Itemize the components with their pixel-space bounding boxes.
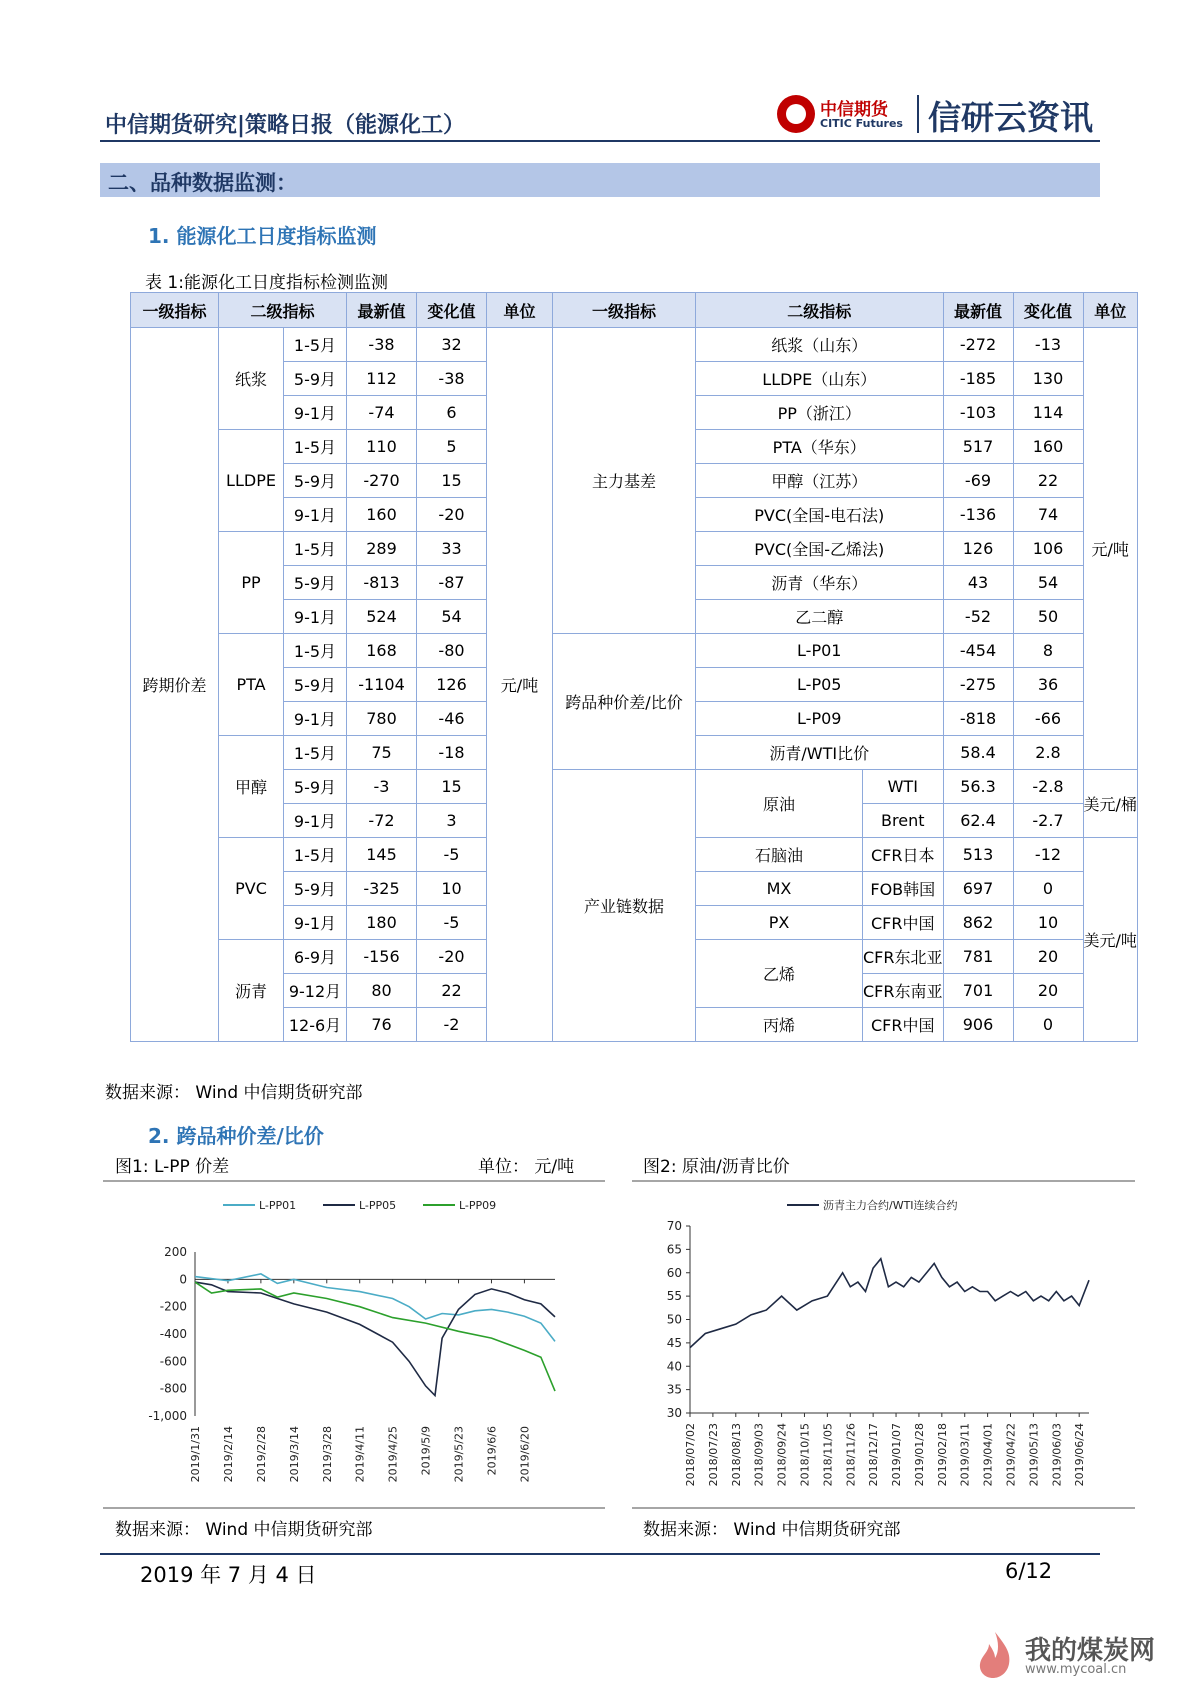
y-tick-label: 30 xyxy=(666,1406,682,1420)
spread-latest: -74 xyxy=(347,396,417,430)
spread-latest: 145 xyxy=(347,838,417,872)
bitumen-wti-ratio-chart xyxy=(632,1190,1135,1500)
y-tick-label: 60 xyxy=(666,1265,682,1280)
spread-change: 32 xyxy=(417,328,487,362)
spread-latest: 780 xyxy=(347,702,417,736)
cross-latest: 58.4 xyxy=(943,736,1013,770)
spread-change: 3 xyxy=(417,804,487,838)
chain-market: FOB韩国 xyxy=(863,872,944,906)
spread-period: 9-12月 xyxy=(284,974,347,1008)
cross-latest: -454 xyxy=(943,634,1013,668)
y-tick-label: 55 xyxy=(666,1289,682,1304)
x-tick-label: 2018/08/13 xyxy=(729,1423,743,1487)
spread-period: 1-5月 xyxy=(284,328,347,362)
table-header-cell: 变化值 xyxy=(1013,293,1083,328)
table-row xyxy=(131,634,1138,668)
spread-period: 5-9月 xyxy=(284,464,347,498)
y-tick-label: 50 xyxy=(666,1312,682,1327)
basis-name: 纸浆（山东） xyxy=(696,328,944,362)
x-tick-label: 2019/06/24 xyxy=(1073,1423,1087,1487)
watermark-text: 我的煤炭网 xyxy=(1025,1636,1156,1666)
citic-logo-icon xyxy=(777,95,815,133)
x-tick-label: 2019/05/13 xyxy=(1027,1423,1041,1487)
basis-change: 50 xyxy=(1013,600,1083,634)
x-tick-label: 2018/07/23 xyxy=(706,1423,720,1487)
fig1-caption: 图1: L-PP 价差 xyxy=(115,1157,230,1177)
basis-latest: -52 xyxy=(943,600,1013,634)
table-source: 数据来源： Wind 中信期货研究部 xyxy=(105,1083,363,1103)
spread-period: 6-9月 xyxy=(284,940,347,974)
spread-latest: -813 xyxy=(347,566,417,600)
basis-name: 沥青（华东） xyxy=(696,566,944,600)
basis-name: LLDPE（山东） xyxy=(696,362,944,396)
x-tick-label: 2019/04/22 xyxy=(1004,1423,1018,1487)
chain-change: 10 xyxy=(1013,906,1083,940)
crude-name: WTI xyxy=(863,770,944,804)
table-header-row xyxy=(131,293,1138,328)
spread-latest: 168 xyxy=(347,634,417,668)
basis-latest: -272 xyxy=(943,328,1013,362)
ethylene-latest: 701 xyxy=(943,974,1013,1008)
x-tick-label: 2019/4/11 xyxy=(353,1426,367,1483)
table-row xyxy=(131,328,1138,362)
fig1-bottom-rule xyxy=(103,1507,605,1509)
spread-change: -5 xyxy=(417,838,487,872)
logo-separator xyxy=(917,95,919,133)
spread-latest: 80 xyxy=(347,974,417,1008)
chain-product: PX xyxy=(696,906,863,940)
indicator-table xyxy=(130,292,1138,1042)
propylene-cell: 906 xyxy=(943,1008,1013,1042)
cross-name: L-P01 xyxy=(696,634,944,668)
series-line-1 xyxy=(195,1282,555,1395)
watermark-url: www.mycoal.cn xyxy=(1025,1662,1127,1677)
spread-period: 12-6月 xyxy=(284,1008,347,1042)
chain-change: 0 xyxy=(1013,872,1083,906)
basis-name: PP（浙江） xyxy=(696,396,944,430)
header-title: 中信期货研究|策略日报（能源化工） xyxy=(105,113,466,138)
fig2-source: 数据来源： Wind 中信期货研究部 xyxy=(643,1520,901,1540)
propylene-cell: 丙烯 xyxy=(696,1008,863,1042)
legend-label-0: 沥青主力合约/WTI连续合约 xyxy=(823,1199,958,1212)
cross-name: 沥青/WTI比价 xyxy=(696,736,944,770)
spread-period: 1-5月 xyxy=(284,838,347,872)
spread-change: 15 xyxy=(417,770,487,804)
legend-label-2: L-PP09 xyxy=(459,1199,497,1212)
x-tick-label: 2019/3/28 xyxy=(320,1426,334,1483)
x-tick-label: 2019/5/9 xyxy=(419,1426,433,1476)
legend-label-1: L-PP05 xyxy=(359,1199,397,1212)
table-header-cell: 一级指标 xyxy=(131,293,219,328)
table-header-cell: 变化值 xyxy=(417,293,487,328)
y-tick-label: 0 xyxy=(179,1272,187,1287)
level1-calendar-spread: 跨期价差 xyxy=(131,328,219,1042)
spread-change: -80 xyxy=(417,634,487,668)
spread-latest: -1104 xyxy=(347,668,417,702)
spread-latest: -270 xyxy=(347,464,417,498)
series-line-2 xyxy=(195,1282,555,1391)
spread-change: 6 xyxy=(417,396,487,430)
spread-change: 5 xyxy=(417,430,487,464)
spread-change: 10 xyxy=(417,872,487,906)
table-header-cell: 最新值 xyxy=(347,293,417,328)
spread-latest: -3 xyxy=(347,770,417,804)
spread-change: -46 xyxy=(417,702,487,736)
x-tick-label: 2019/06/03 xyxy=(1050,1423,1064,1487)
y-tick-label: -200 xyxy=(159,1299,187,1314)
footer-rule xyxy=(100,1553,1100,1555)
spread-period: 9-1月 xyxy=(284,498,347,532)
basis-latest: 126 xyxy=(943,532,1013,566)
product-name: PTA xyxy=(219,634,284,736)
spread-period: 9-1月 xyxy=(284,804,347,838)
propylene-cell: CFR中国 xyxy=(863,1008,944,1042)
x-tick-label: 2019/4/25 xyxy=(386,1426,400,1483)
level1-cross: 跨品种价差/比价 xyxy=(553,634,696,770)
y-tick-label: -400 xyxy=(159,1327,187,1341)
ethylene-latest: 781 xyxy=(943,940,1013,974)
y-tick-label: -800 xyxy=(159,1381,187,1396)
footer-date: 2019 年 7 月 4 日 xyxy=(140,1563,317,1587)
spread-period: 5-9月 xyxy=(284,362,347,396)
crude-change: -2.8 xyxy=(1013,770,1083,804)
legend-label-0: L-PP01 xyxy=(259,1199,297,1212)
basis-change: 106 xyxy=(1013,532,1083,566)
chain-market: CFR中国 xyxy=(863,906,944,940)
spread-latest: -156 xyxy=(347,940,417,974)
spread-change: 33 xyxy=(417,532,487,566)
x-tick-label: 2019/04/01 xyxy=(981,1423,995,1487)
unit-usd-bbl: 美元/桶 xyxy=(1083,770,1137,838)
fig2-bottom-rule xyxy=(632,1507,1135,1509)
table-header-cell: 单位 xyxy=(487,293,553,328)
crude-latest: 56.3 xyxy=(943,770,1013,804)
page-number: 6/12 xyxy=(1005,1559,1053,1583)
fig1-source: 数据来源： Wind 中信期货研究部 xyxy=(115,1520,373,1540)
cross-change: 2.8 xyxy=(1013,736,1083,770)
cross-latest: -818 xyxy=(943,702,1013,736)
product-name: 沥青 xyxy=(219,940,284,1042)
table-header-cell: 一级指标 xyxy=(553,293,696,328)
logo-en: CITIC Futures xyxy=(820,117,903,130)
cross-change: 36 xyxy=(1013,668,1083,702)
spread-latest: -72 xyxy=(347,804,417,838)
basis-latest: -136 xyxy=(943,498,1013,532)
spread-latest: 160 xyxy=(347,498,417,532)
spread-latest: -325 xyxy=(347,872,417,906)
spread-period: 5-9月 xyxy=(284,566,347,600)
basis-change: -13 xyxy=(1013,328,1083,362)
crude-name: Brent xyxy=(863,804,944,838)
series-line-0 xyxy=(690,1259,1089,1348)
x-tick-label: 2019/3/14 xyxy=(287,1426,301,1483)
fig2-caption: 图2: 原油/沥青比价 xyxy=(643,1157,790,1177)
spread-period: 9-1月 xyxy=(284,906,347,940)
product-name: 纸浆 xyxy=(219,328,284,430)
spread-period: 1-5月 xyxy=(284,736,347,770)
spread-latest: 112 xyxy=(347,362,417,396)
x-tick-label: 2019/1/31 xyxy=(189,1426,202,1483)
spread-period: 1-5月 xyxy=(284,634,347,668)
x-tick-label: 2019/6/6 xyxy=(485,1426,499,1476)
basis-name: PTA（华东） xyxy=(696,430,944,464)
spread-period: 1-5月 xyxy=(284,532,347,566)
x-tick-label: 2019/02/18 xyxy=(935,1423,949,1487)
spread-latest: 289 xyxy=(347,532,417,566)
spread-period: 5-9月 xyxy=(284,668,347,702)
spread-change: 126 xyxy=(417,668,487,702)
propylene-cell: 0 xyxy=(1013,1008,1083,1042)
fig2-top-rule xyxy=(632,1180,1135,1182)
product-name: PP xyxy=(219,532,284,634)
spread-change: -38 xyxy=(417,362,487,396)
spread-latest: 75 xyxy=(347,736,417,770)
spread-latest: 110 xyxy=(347,430,417,464)
x-tick-label: 2019/01/28 xyxy=(912,1423,926,1487)
table-header-cell: 单位 xyxy=(1083,293,1137,328)
table-header-cell: 二级指标 xyxy=(219,293,347,328)
x-tick-label: 2018/12/17 xyxy=(867,1423,881,1487)
subheading-2: 2. 跨品种价差/比价 xyxy=(148,1124,324,1148)
basis-change: 54 xyxy=(1013,566,1083,600)
x-tick-label: 2018/11/05 xyxy=(821,1423,835,1487)
x-tick-label: 2018/10/15 xyxy=(798,1423,812,1487)
table-header-cell: 最新值 xyxy=(943,293,1013,328)
chain-market: CFR日本 xyxy=(863,838,944,872)
basis-change: 160 xyxy=(1013,430,1083,464)
basis-change: 22 xyxy=(1013,464,1083,498)
cross-latest: -275 xyxy=(943,668,1013,702)
spread-latest: -38 xyxy=(347,328,417,362)
level1-basis: 主力基差 xyxy=(553,328,696,634)
chain-change: -12 xyxy=(1013,838,1083,872)
lpp-spread-chart xyxy=(103,1190,605,1500)
product-name: LLDPE xyxy=(219,430,284,532)
basis-latest: 517 xyxy=(943,430,1013,464)
spread-change: -2 xyxy=(417,1008,487,1042)
unit-cny-ton: 元/吨 xyxy=(1083,328,1137,770)
y-tick-label: 35 xyxy=(666,1382,682,1397)
spread-change: 15 xyxy=(417,464,487,498)
chain-latest: 862 xyxy=(943,906,1013,940)
basis-change: 130 xyxy=(1013,362,1083,396)
crude-latest: 62.4 xyxy=(943,804,1013,838)
ethylene-market: CFR东南亚 xyxy=(863,974,944,1008)
section-title: 二、品种数据监测： xyxy=(108,171,297,195)
spread-period: 5-9月 xyxy=(284,872,347,906)
product-name: 甲醇 xyxy=(219,736,284,838)
level1-chain: 产业链数据 xyxy=(553,770,696,1042)
brand-name: 信研云资讯 xyxy=(928,98,1093,137)
spread-change: -18 xyxy=(417,736,487,770)
spread-change: -20 xyxy=(417,940,487,974)
basis-name: PVC(全国-电石法) xyxy=(696,498,944,532)
x-tick-label: 2019/03/11 xyxy=(958,1423,972,1487)
cross-name: L-P05 xyxy=(696,668,944,702)
x-tick-label: 2018/07/02 xyxy=(684,1423,697,1487)
x-tick-label: 2018/11/26 xyxy=(844,1423,858,1487)
basis-change: 74 xyxy=(1013,498,1083,532)
y-tick-label: 65 xyxy=(666,1242,682,1257)
spread-period: 1-5月 xyxy=(284,430,347,464)
chain-latest: 697 xyxy=(943,872,1013,906)
cross-change: -66 xyxy=(1013,702,1083,736)
series-line-0 xyxy=(195,1274,555,1342)
y-tick-label: 70 xyxy=(666,1219,682,1233)
spread-period: 5-9月 xyxy=(284,770,347,804)
x-tick-label: 2019/01/07 xyxy=(890,1423,904,1487)
y-tick-label: 45 xyxy=(666,1335,682,1350)
header-rule xyxy=(100,140,1100,142)
ethylene-change: 20 xyxy=(1013,940,1083,974)
logo-cn: 中信期货 xyxy=(820,100,888,120)
ethylene-market: CFR东北亚 xyxy=(863,940,944,974)
x-tick-label: 2019/5/23 xyxy=(452,1426,466,1483)
x-tick-label: 2019/2/14 xyxy=(221,1426,235,1483)
spread-change: 54 xyxy=(417,600,487,634)
spread-latest: 180 xyxy=(347,906,417,940)
basis-name: 乙二醇 xyxy=(696,600,944,634)
x-tick-label: 2018/09/03 xyxy=(752,1423,766,1487)
table-header-cell: 二级指标 xyxy=(696,293,944,328)
unit-left: 元/吨 xyxy=(487,328,553,1042)
crude-change: -2.7 xyxy=(1013,804,1083,838)
basis-latest: -69 xyxy=(943,464,1013,498)
cross-name: L-P09 xyxy=(696,702,944,736)
x-tick-label: 2018/09/24 xyxy=(775,1423,789,1487)
basis-change: 114 xyxy=(1013,396,1083,430)
crude-label: 原油 xyxy=(696,770,863,838)
basis-latest: -103 xyxy=(943,396,1013,430)
spread-change: -20 xyxy=(417,498,487,532)
y-tick-label: -1,000 xyxy=(148,1409,187,1423)
product-name: PVC xyxy=(219,838,284,940)
basis-name: PVC(全国-乙烯法) xyxy=(696,532,944,566)
spread-change: -87 xyxy=(417,566,487,600)
spread-latest: 76 xyxy=(347,1008,417,1042)
cross-change: 8 xyxy=(1013,634,1083,668)
y-tick-label: -600 xyxy=(159,1354,187,1369)
chain-product: MX xyxy=(696,872,863,906)
table-caption: 表 1:能源化工日度指标检测监测 xyxy=(145,273,388,293)
x-tick-label: 2019/6/20 xyxy=(518,1426,532,1483)
ethylene-label: 乙烯 xyxy=(696,940,863,1008)
chain-latest: 513 xyxy=(943,838,1013,872)
x-tick-label: 2019/2/28 xyxy=(254,1426,268,1483)
basis-latest: -185 xyxy=(943,362,1013,396)
flame-logo-icon xyxy=(975,1630,1015,1680)
spread-latest: 524 xyxy=(347,600,417,634)
spread-period: 9-1月 xyxy=(284,396,347,430)
spread-change: 22 xyxy=(417,974,487,1008)
subheading-1: 1. 能源化工日度指标监测 xyxy=(148,224,377,248)
y-tick-label: 200 xyxy=(164,1245,187,1259)
fig1-unit: 单位： 元/吨 xyxy=(478,1157,575,1177)
spread-period: 9-1月 xyxy=(284,702,347,736)
basis-latest: 43 xyxy=(943,566,1013,600)
spread-change: -5 xyxy=(417,906,487,940)
y-tick-label: 40 xyxy=(666,1359,682,1374)
ethylene-change: 20 xyxy=(1013,974,1083,1008)
basis-name: 甲醇（江苏） xyxy=(696,464,944,498)
chain-product: 石脑油 xyxy=(696,838,863,872)
unit-usd-ton: 美元/吨 xyxy=(1083,838,1137,1042)
fig1-top-rule xyxy=(103,1180,605,1182)
spread-period: 9-1月 xyxy=(284,600,347,634)
